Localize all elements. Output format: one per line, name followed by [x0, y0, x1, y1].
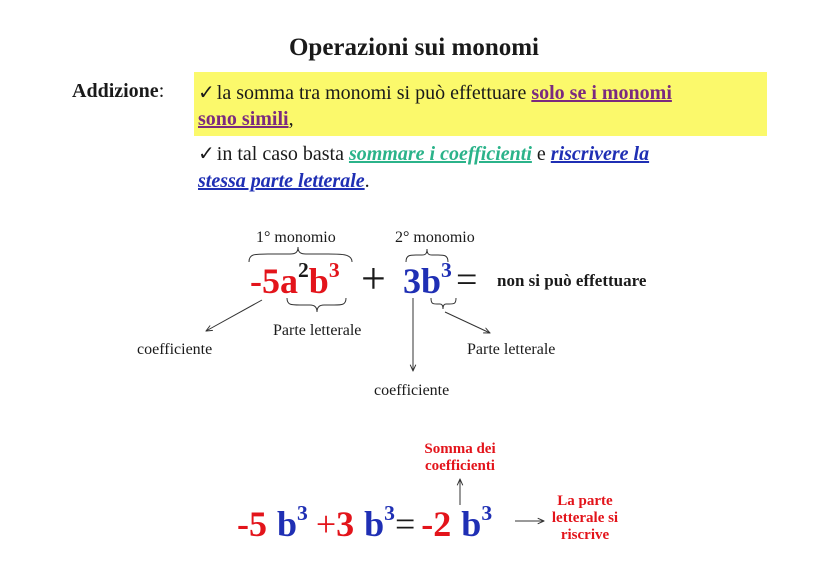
rule1-text: la somma tra monomi si può effettuare [216, 82, 532, 104]
addition-colon: : [158, 80, 165, 102]
rule2-period: . [364, 170, 370, 192]
monomial-1-var-a: a [280, 261, 298, 301]
monomial-2-coefficient: 3 [403, 261, 421, 301]
result-var: b [461, 504, 482, 544]
result-text: non si può effettuare [497, 271, 647, 290]
brace-second-monomial [406, 249, 448, 262]
brace-literal-part-2 [431, 298, 456, 309]
brace-first-monomial [249, 247, 352, 262]
check-icon: ✓ [198, 143, 215, 165]
monomial-1-exp-a: 2 [298, 257, 309, 282]
term-1-coefficient: -5 [237, 504, 267, 544]
coefficient-label-left: coefficiente [137, 341, 213, 358]
rule1-emphasis-cont: sono simili [198, 108, 289, 130]
coefficient-label-bottom: coefficiente [374, 382, 450, 399]
arrow-to-literal-right [445, 312, 490, 333]
rule2-text: in tal caso basta [216, 143, 349, 165]
sum-note-line-1: Somma dei [424, 441, 496, 457]
term-2-plus: + [315, 504, 337, 544]
result-coefficient: -2 [421, 504, 452, 544]
term-2-var: b [364, 504, 385, 544]
check-icon: ✓ [198, 82, 215, 104]
rule1-emphasis: solo se i monomi [531, 82, 672, 104]
rule1-comma: , [288, 108, 294, 130]
rewrite-note-line-1: La parte [557, 493, 613, 509]
result-exp: 3 [481, 500, 493, 525]
equals-sign: = [456, 259, 478, 301]
first-monomial-label: 1° monomio [256, 229, 336, 246]
arrow-to-coefficient-left [206, 300, 262, 331]
term-2-coefficient: 3 [336, 504, 355, 544]
rewrite-note-line-3: riscrive [560, 527, 610, 543]
monomial-1-var-b: b [308, 261, 329, 301]
rule2-conj: e [531, 143, 551, 165]
rule2-rewrite-cont: stessa parte letterale [198, 170, 365, 192]
addition-label: Addizione [72, 80, 159, 102]
literal-part-label-right: Parte letterale [467, 341, 556, 358]
term-2-exp: 3 [384, 500, 395, 525]
sum-note-line-2: coefficienti [425, 458, 495, 474]
rule2-sum-coefficients: sommare i coefficienti [348, 143, 532, 165]
term-1-exp: 3 [297, 500, 308, 525]
brace-literal-part-1 [287, 298, 346, 312]
rewrite-note-line-2: letterale si [551, 510, 619, 526]
monomial-2-var-b: b [421, 261, 442, 301]
monomial-1-exp-b: 3 [328, 257, 340, 282]
page-title: Operazioni sui monomi [288, 34, 539, 61]
equation-2-equals: = [394, 504, 416, 544]
rule2-rewrite: riscrivere la [550, 143, 650, 165]
plus-sign: + [361, 254, 386, 303]
monomial-2-exp-b: 3 [441, 257, 452, 282]
term-1-var: b [277, 504, 298, 544]
second-monomial-label: 2° monomio [395, 229, 475, 246]
monomial-1-coefficient: -5 [250, 261, 280, 301]
literal-part-label-mid: Parte letterale [273, 322, 362, 339]
